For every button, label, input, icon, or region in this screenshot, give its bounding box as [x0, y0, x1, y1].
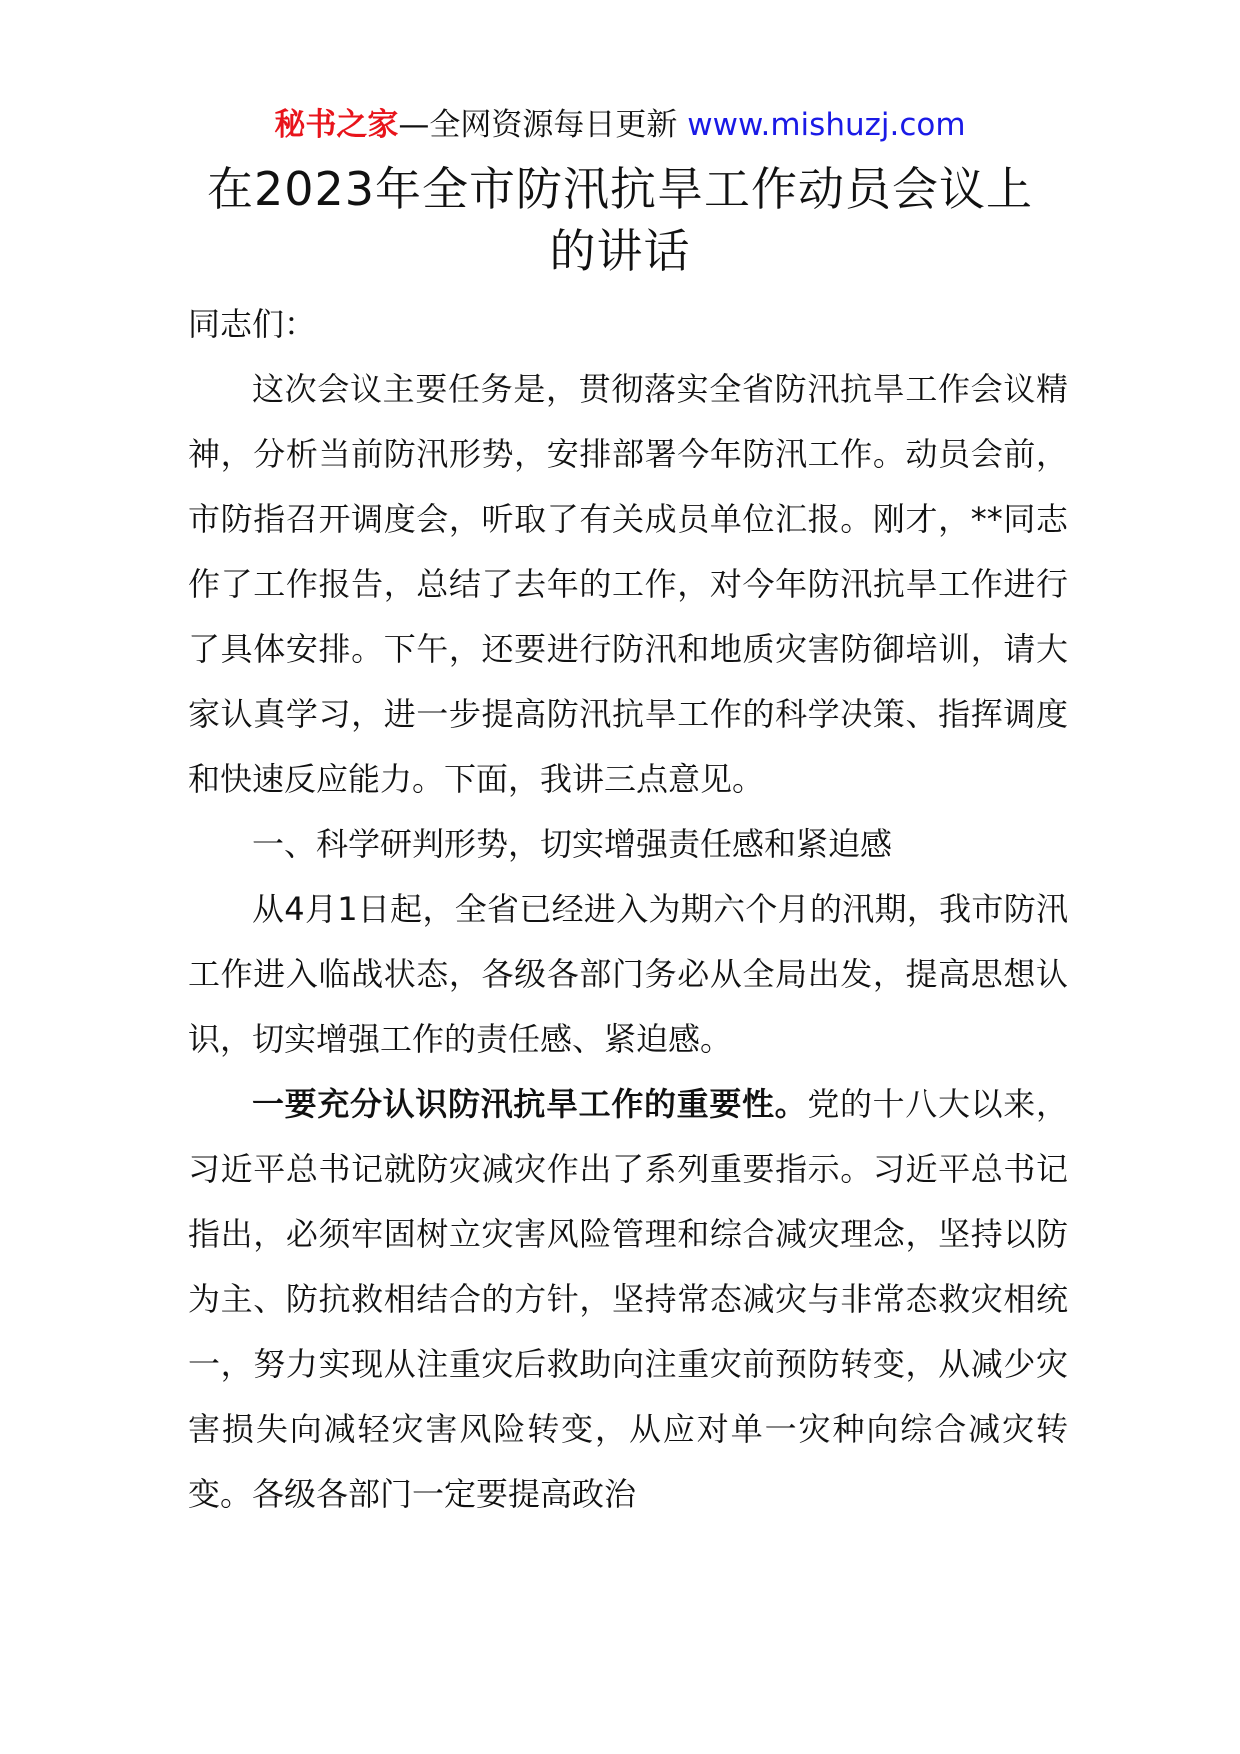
paragraph-situation: 从4月1日起，全省已经进入为期六个月的汛期，我市防汛工作进入临战状态，各级各部门务必从全局出发，提高思想认识，切实增强工作的责任感、紧迫感。 — [188, 890, 1068, 1058]
paragraph-importance-body: 党的十八大以来，习近平总书记就防灾减灾作出了系列重要指示。习近平总书记指出，必须牢固树立灾害风险管理和综合减灾理念，坚持以防为主、防抗救相结合的方针，坚持常态减灾与非常态救灾相统一，努力实现从注重灾后救助向注重灾前预防转变，从减少灾害损失向减轻灾害风险转变，从应对单一灾种向综合减灾转变。各级各部门一定要提高政治 — [188, 1085, 1068, 1513]
document-body — [188, 292, 1068, 1527]
section-heading-1: 一、科学研判形势，切实增强责任感和紧迫感 — [252, 825, 893, 863]
salutation: 同志们： — [188, 305, 317, 343]
paragraph-importance — [188, 1072, 1068, 1527]
document-title: 在2023年全市防汛抗旱工作动员会议上的讲话 — [206, 162, 1034, 278]
paragraph-intro: 这次会议主要任务是，贯彻落实全省防汛抗旱工作会议精神，分析当前防汛形势，安排部署今年防汛工作。动员会前，市防指召开调度会，听取了有关成员单位汇报。刚才，**同志作了工作报告，总结了去年的工作，对今年防汛抗旱工作进行了具体安排。下午，还要进行防汛和地质灾害防御培训，请大家认真学习，进一步提高防汛抗旱工作的科学决策、指挥调度和快速反应能力。下面，我讲三点意见。 — [188, 370, 1068, 798]
paragraph-lead-bold: 一要充分认识防汛抗旱工作的重要性。 — [252, 1085, 808, 1123]
brand-name: 秘书之家 — [274, 107, 399, 143]
site-link[interactable]: www.mishuzj.com — [687, 107, 966, 143]
header-tagline: —全网资源每日更新 — [398, 107, 688, 143]
watermark-header — [0, 100, 1240, 150]
